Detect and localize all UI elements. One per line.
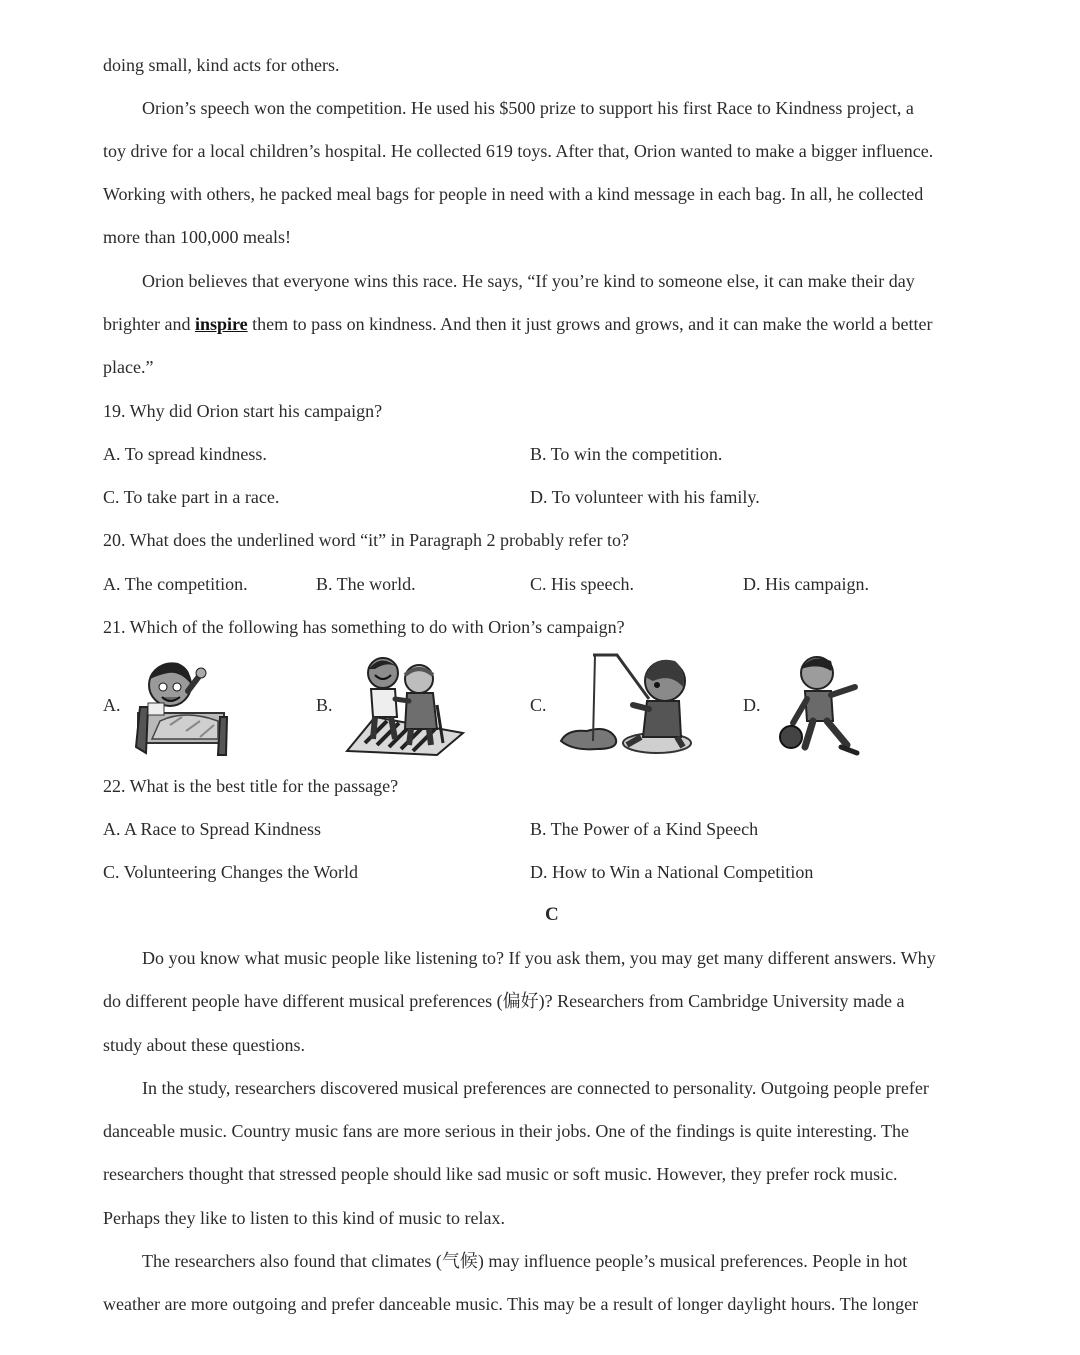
q19-option-d: D. To volunteer with his family. (530, 487, 760, 507)
passage-b-p2-line4: more than 100,000 meals! (103, 227, 291, 247)
passage-b-p2-line3: Working with others, he packed meal bags for people in need with a kind message in each bag. In all, he collected (103, 184, 924, 204)
q22-option-a: A. A Race to Spread Kindness (103, 819, 321, 839)
passage-c-p2-line4: Perhaps they like to listen to this kind of music to relax. (103, 1208, 505, 1228)
q19-option-c: C. To take part in a race. (103, 487, 280, 507)
q20-option-b: B. The world. (316, 574, 416, 594)
child-fishing-icon (557, 651, 697, 757)
passage-c-p2-line2: danceable music. Country music fans are more serious in their jobs. One of the findings is quite interesting. The (103, 1121, 909, 1141)
q19-option-a: A. To spread kindness. (103, 444, 267, 464)
q20-option-d: D. His campaign. (743, 574, 869, 594)
passage-b-p1-tail: doing small, kind acts for others. (103, 55, 340, 75)
q20-stem: 20. What does the underlined word “it” in Paragraph 2 probably refer to? (103, 530, 629, 550)
q19-stem: 19. Why did Orion start his campaign? (103, 401, 383, 421)
q22-option-c: C. Volunteering Changes the World (103, 862, 359, 882)
q22-stem: 22. What is the best title for the passage? (103, 776, 399, 796)
q21-option-c-label: C. (530, 695, 547, 715)
passage-b-p3-line3: place.” (103, 357, 154, 377)
passage-c-p3-line2: weather are more outgoing and prefer danceable music. This may be a result of longer daylight hours. The longer (103, 1294, 919, 1314)
passage-c-p2-line1: In the study, researchers discovered musical preferences are connected to personality. Outgoing people prefer (142, 1078, 929, 1098)
passage-c-p1-line3: study about these questions. (103, 1035, 305, 1055)
passage-c-p2-line3: researchers thought that stressed people should like sad music or soft music. However, they prefer rock music. (103, 1164, 898, 1184)
q19-option-b: B. To win the competition. (530, 444, 723, 464)
q22-option-d: D. How to Win a National Competition (530, 862, 814, 882)
passage-c-heading: C (545, 904, 559, 925)
passage-b-p3-line1: Orion believes that everyone wins this race. He says, “If you’re kind to someone else, it can make their day (142, 271, 915, 291)
underlined-word-inspire: inspire (194, 314, 248, 334)
q21-stem: 21. Which of the following has something to do with Orion’s campaign? (103, 617, 625, 637)
q21-option-b-label: B. (316, 695, 333, 715)
passage-b-p2-line1: Orion’s speech won the competition. He used his $500 prize to support his first Race to Kindness project, a (142, 98, 914, 118)
passage-b-p3-line2 (103, 313, 933, 335)
q20-option-c: C. His speech. (530, 574, 634, 594)
q21-option-a-label: A. (103, 695, 121, 715)
q22-option-b: B. The Power of a Kind Speech (530, 819, 759, 839)
child-playing-basketball-icon (775, 651, 865, 757)
passage-c-p1-line1: Do you know what music people like listening to? If you ask them, you may get many different answers. Why (142, 948, 936, 968)
p3-line2-before: brighter and (103, 314, 195, 334)
passage-b-p2-line2: toy drive for a local children’s hospital. He collected 619 toys. After that, Orion wanted to make a bigger influence. (103, 141, 934, 161)
p3-line2-after: them to pass on kindness. And then it just grows and grows, and it can make the world a better (247, 314, 933, 334)
child-helping-elderly-cross-street-icon (345, 655, 465, 757)
q21-option-d-label: D. (743, 695, 761, 715)
q20-option-a: A. The competition. (103, 574, 248, 594)
passage-c-p3-line1: The researchers also found that climates (气候) may influence people’s musical preferences. People in hot (142, 1251, 908, 1271)
child-in-bed-icon (130, 655, 230, 757)
passage-c-p1-line2: do different people have different musical preferences (偏好)? Researchers from Cambridge University made a (103, 991, 905, 1011)
